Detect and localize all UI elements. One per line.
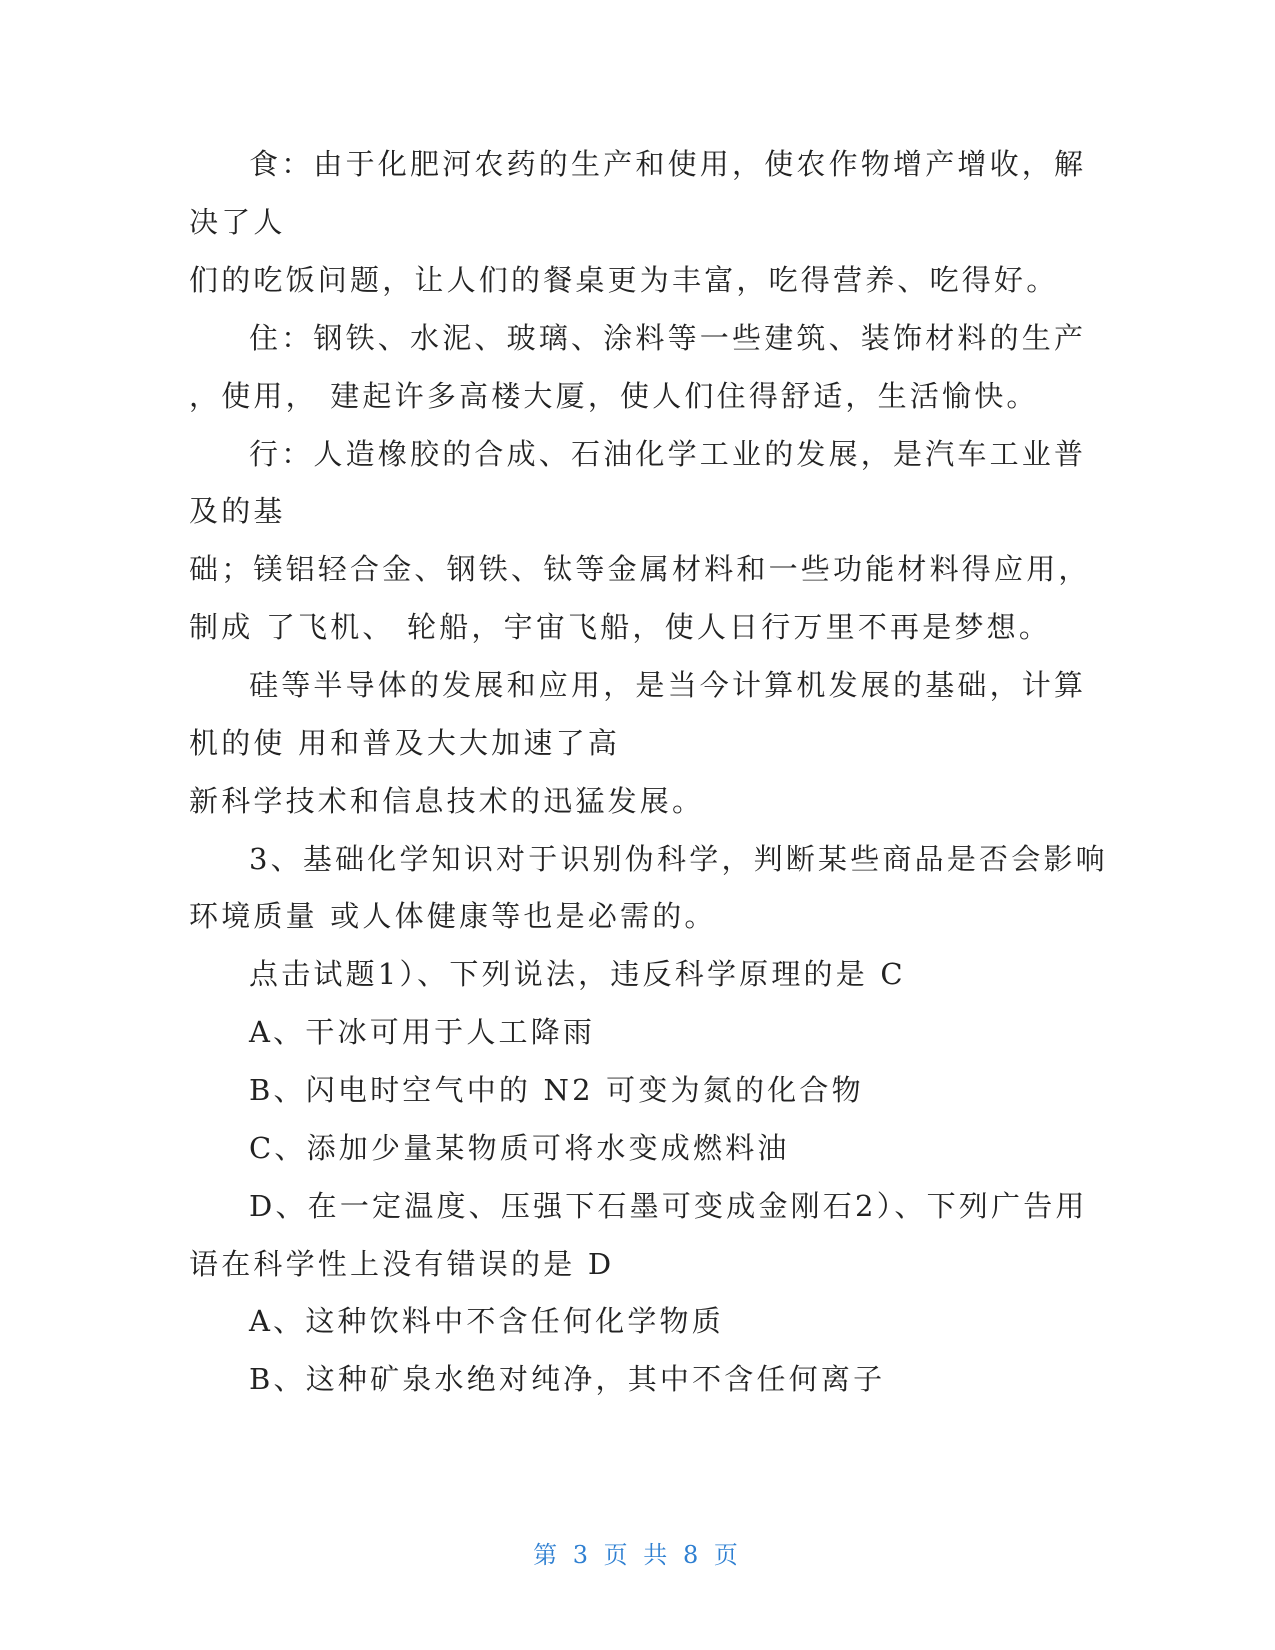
text-line: 们的吃饭问题，让人们的餐桌更为丰富，吃得营养、吃得好。 <box>189 263 1059 297</box>
text-line: 础；镁铝轻合金、钢铁、钛等金属材料和一些功能材料得应用， <box>189 552 1091 586</box>
text-line: 住：钢铁、水泥、玻璃、涂料等一些建筑、装饰材料的生产 <box>249 321 1087 355</box>
option-line: D、在一定温度、压强下石墨可变成金刚石2）、下列广告用 <box>249 1189 1088 1223</box>
text-line: 食：由于化肥河农药的生产和使用，使农作物增产增收，解 <box>249 147 1087 181</box>
text-line: 新科学技术和信息技术的迅猛发展。 <box>189 784 705 818</box>
option-line: A、干冰可用于人工降雨 <box>249 1015 596 1049</box>
text-line: 决了人 <box>189 205 286 239</box>
text-line: ，使用， 建起许多高楼大厦，使人们住得舒适，生活愉快。 <box>189 379 1039 413</box>
option-line: B、这种矿泉水绝对纯净，其中不含任何离子 <box>249 1362 886 1396</box>
question-line: 点击试题1）、下列说法，违反科学原理的是 C <box>249 957 906 991</box>
text-line: 机的使 用和普及大大加速了高 <box>189 726 621 760</box>
text-line: 环境质量 或人体健康等也是必需的。 <box>189 899 717 933</box>
text-line: 行：人造橡胶的合成、石油化学工业的发展，是汽车工业普 <box>249 437 1087 471</box>
text-line: 及的基 <box>189 494 286 528</box>
option-line: A、这种饮料中不含任何化学物质 <box>249 1304 724 1338</box>
text-line: 硅等半导体的发展和应用，是当今计算机发展的基础，计算 <box>249 668 1087 702</box>
page-number-footer: 第 3 页 共 8 页 <box>533 1541 742 1569</box>
text-line: 制成 了飞机、 轮船，宇宙飞船，使人日行万里不再是梦想。 <box>189 610 1052 644</box>
text-line: 3、基础化学知识对于识别伪科学，判断某些商品是否会影响 <box>249 842 1108 876</box>
option-line: C、添加少量某物质可将水变成燃料油 <box>249 1131 790 1165</box>
question-line: 语在科学性上没有错误的是 D <box>189 1247 615 1281</box>
option-line: B、闪电时空气中的 N2 可变为氮的化合物 <box>249 1073 864 1107</box>
